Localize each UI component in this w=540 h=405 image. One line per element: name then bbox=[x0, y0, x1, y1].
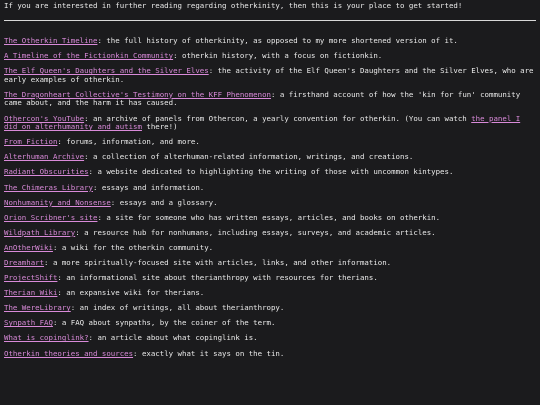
intro-text: If you are interested in further reading regarding otherkinity, then this is your place to get started! bbox=[4, 1, 463, 10]
resource-entry bbox=[4, 138, 536, 147]
resource-link[interactable]: What is copinglink? bbox=[4, 333, 89, 343]
resource-description: : otherkin history, with a focus on fictionkin. bbox=[173, 51, 383, 61]
resource-entry bbox=[4, 229, 536, 238]
resource-description: : the activity of the Elf Queen's Daughters and the Silver Elves, who are early examples of otherkin. bbox=[4, 66, 534, 84]
resource-entry bbox=[4, 37, 536, 46]
resource-link[interactable]: The Chimeras Library bbox=[4, 182, 93, 192]
resource-description: : a site for someone who has written essays, articles, and books on otherkin. bbox=[97, 212, 441, 222]
resource-description: : an index of writings, all about therianthropy. bbox=[70, 303, 285, 313]
inline-panel-link[interactable]: the panel I did on alterhumanity and autism bbox=[4, 113, 521, 132]
resource-link[interactable]: AnOtherWiki bbox=[4, 242, 53, 252]
resource-description: : an article about what copinglink is. bbox=[88, 333, 258, 343]
resource-entry bbox=[4, 274, 536, 283]
resource-entry bbox=[4, 184, 536, 193]
resource-entry bbox=[4, 115, 536, 132]
resource-link[interactable]: Therian Wiki bbox=[4, 288, 58, 298]
resource-link[interactable]: A Timeline of the Fictionkin Community bbox=[4, 51, 174, 61]
resource-link[interactable]: Othercon's YouTube bbox=[4, 113, 85, 123]
resource-entry bbox=[4, 67, 536, 84]
resource-link[interactable]: Nonhumanity and Nonsense bbox=[4, 197, 111, 207]
resource-entry bbox=[4, 91, 536, 108]
divider bbox=[4, 20, 536, 21]
resource-list bbox=[4, 37, 536, 358]
resource-entry bbox=[4, 52, 536, 61]
resource-description: : a more spiritually-focused site with articles, links, and other information. bbox=[44, 258, 392, 267]
resource-entry bbox=[4, 153, 536, 162]
resource-entry bbox=[4, 168, 536, 177]
resource-link[interactable]: The WereLibrary bbox=[4, 303, 71, 313]
resource-description: : forums, information, and more. bbox=[57, 137, 200, 147]
resource-link[interactable]: From Fiction bbox=[4, 137, 58, 147]
resource-description: : a resource hub for nonhumans, including essays, surveys, and academic articles. bbox=[75, 227, 436, 237]
resource-entry bbox=[4, 304, 536, 313]
resource-description: : an informational site about therianthropy with resources for therians. bbox=[57, 273, 378, 283]
resource-description: : a collection of alterhuman-related information, writings, and creations. bbox=[84, 152, 414, 162]
resource-link[interactable]: Radiant Obscurities bbox=[4, 167, 89, 177]
resource-link[interactable]: The Otherkin Timeline bbox=[4, 36, 98, 45]
resource-description: : a FAQ about synpaths, by the coiner of the term. bbox=[52, 318, 276, 328]
resource-entry bbox=[4, 199, 536, 208]
resource-description-tail: there!) bbox=[141, 122, 178, 132]
resource-entry bbox=[4, 319, 536, 328]
resource-link[interactable]: Synpath FAQ bbox=[4, 318, 53, 328]
resource-entry bbox=[4, 244, 536, 253]
resource-description: : essays and a glossary. bbox=[110, 197, 218, 207]
resource-entry bbox=[4, 259, 536, 268]
resource-link[interactable]: Orion Scribner's site bbox=[4, 212, 98, 222]
resource-entry bbox=[4, 334, 536, 343]
resource-description: : the full history of otherkinity, as opposed to my more shortened version of it. bbox=[97, 36, 458, 45]
resource-link[interactable]: The Elf Queen's Daughters and the Silver Elves bbox=[4, 66, 209, 76]
resource-description: : essays and information. bbox=[93, 182, 205, 192]
resource-description: : a wiki for the otherkin community. bbox=[52, 242, 214, 252]
resource-entry bbox=[4, 289, 536, 298]
resource-link[interactable]: The Dragonheart Collective's Testimony on the KFF Phenomenon bbox=[4, 89, 271, 99]
resource-description: : exactly what it says on the tin. bbox=[133, 348, 285, 358]
resource-entry bbox=[4, 214, 536, 223]
resource-description: : a website dedicated to highlighting the writing of those with uncommon kintypes. bbox=[88, 167, 454, 177]
resource-description: : an archive of panels from Othercon, a yearly convention for otherkin. (You can watch bbox=[84, 113, 472, 123]
resource-description: : an expansive wiki for therians. bbox=[57, 288, 205, 298]
resource-description: : a firsthand account of how the 'kin for fun' community came about, and the harm it has caused. bbox=[4, 89, 521, 108]
resource-link[interactable]: Otherkin theories and sources bbox=[4, 348, 134, 358]
resource-link[interactable]: Alterhuman Archive bbox=[4, 152, 85, 162]
resource-link[interactable]: Dreamhart bbox=[4, 258, 45, 267]
resource-entry bbox=[4, 350, 536, 359]
resource-link[interactable]: ProjectShift bbox=[4, 273, 58, 283]
resource-link[interactable]: Wildpath Library bbox=[4, 227, 76, 237]
